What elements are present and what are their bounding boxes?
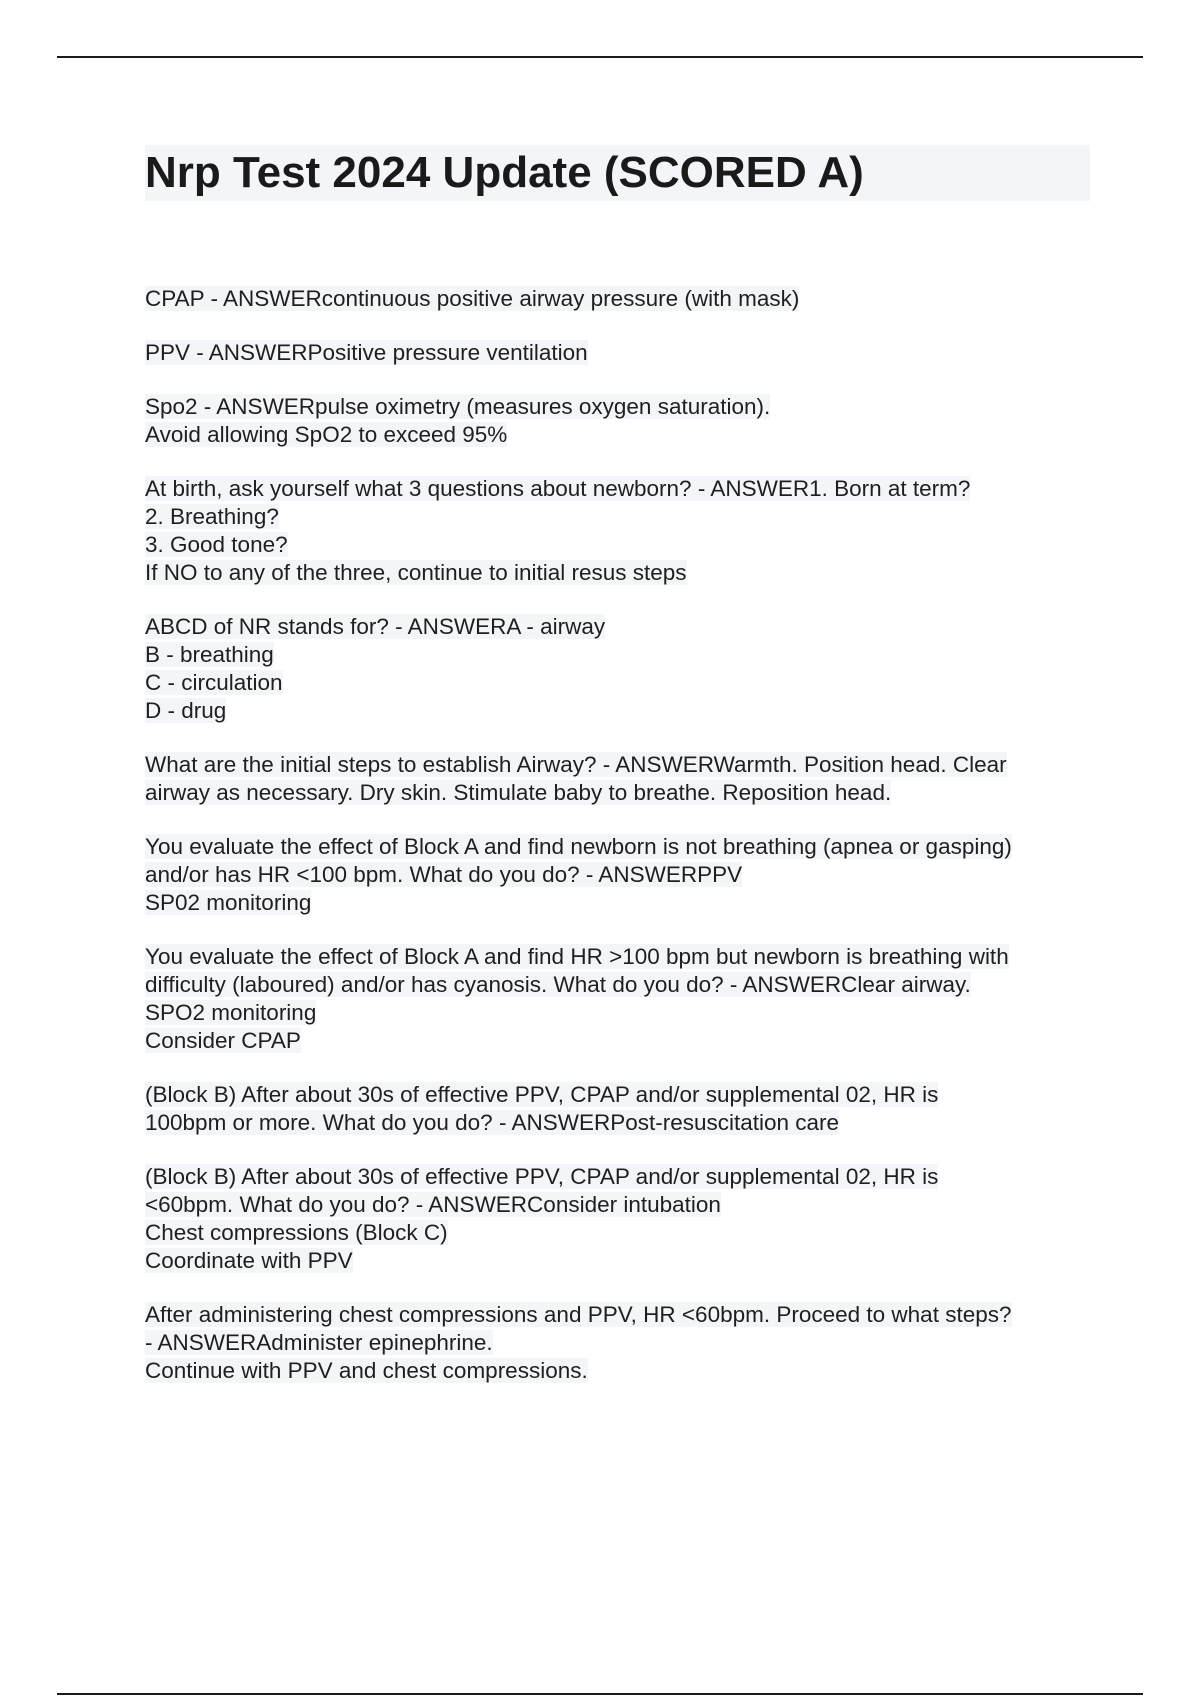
- qa-line: [145, 669, 1090, 697]
- qa-entry: [145, 1081, 1090, 1137]
- qa-entry: [145, 1163, 1090, 1275]
- qa-line: [145, 1301, 1090, 1329]
- qa-line: [145, 1219, 1090, 1247]
- qa-line-text: Spo2 - ANSWERpulse oximetry (measures oxygen saturation).: [145, 394, 771, 419]
- qa-line: [145, 971, 1090, 999]
- qa-entry: [145, 751, 1090, 807]
- qa-line-text: After administering chest compressions and PPV, HR <60bpm. Proceed to what steps?: [145, 1302, 1012, 1327]
- qa-line-text: <60bpm. What do you do? - ANSWERConsider intubation: [145, 1192, 721, 1217]
- title-banner: [145, 145, 1090, 201]
- qa-line-text: - ANSWERAdminister epinephrine.: [145, 1330, 493, 1355]
- qa-line: [145, 559, 1090, 587]
- qa-line-text: C - circulation: [145, 670, 283, 695]
- qa-line-text: (Block B) After about 30s of effective PPV, CPAP and/or supplemental 02, HR is: [145, 1164, 939, 1189]
- qa-line: [145, 1163, 1090, 1191]
- qa-line-text: 2. Breathing?: [145, 504, 279, 529]
- bottom-rule: [57, 1693, 1143, 1695]
- qa-line: [145, 393, 1090, 421]
- qa-line: [145, 751, 1090, 779]
- qa-entry: [145, 339, 1090, 367]
- qa-line: [145, 421, 1090, 449]
- qa-line-text: CPAP - ANSWERcontinuous positive airway pressure (with mask): [145, 286, 800, 311]
- qa-line: [145, 285, 1090, 313]
- qa-line-text: SP02 monitoring: [145, 890, 312, 915]
- qa-line: [145, 779, 1090, 807]
- qa-entry: [145, 833, 1090, 917]
- qa-line: [145, 1247, 1090, 1275]
- qa-line-text: Consider CPAP: [145, 1028, 301, 1053]
- qa-line-text: What are the initial steps to establish Airway? - ANSWERWarmth. Position head. Clear: [145, 752, 1007, 777]
- qa-line: [145, 697, 1090, 725]
- qa-line-text: Coordinate with PPV: [145, 1248, 353, 1273]
- qa-entry: [145, 393, 1090, 449]
- qa-line-text: You evaluate the effect of Block A and find newborn is not breathing (apnea or gasping): [145, 834, 1012, 859]
- qa-line: [145, 613, 1090, 641]
- qa-line-text: Avoid allowing SpO2 to exceed 95%: [145, 422, 508, 447]
- qa-line-text: and/or has HR <100 bpm. What do you do? - ANSWERPPV: [145, 862, 743, 887]
- qa-line: [145, 1357, 1090, 1385]
- qa-entry: [145, 475, 1090, 587]
- qa-line-text: (Block B) After about 30s of effective PPV, CPAP and/or supplemental 02, HR is: [145, 1082, 939, 1107]
- qa-line-text: airway as necessary. Dry skin. Stimulate baby to breathe. Reposition head.: [145, 780, 892, 805]
- qa-line: [145, 999, 1090, 1027]
- qa-line-text: If NO to any of the three, continue to initial resus steps: [145, 560, 687, 585]
- qa-line: [145, 339, 1090, 367]
- qa-line-text: difficulty (laboured) and/or has cyanosis. What do you do? - ANSWERClear airway.: [145, 972, 971, 997]
- qa-line: [145, 833, 1090, 861]
- qa-line: [145, 503, 1090, 531]
- qa-line: [145, 475, 1090, 503]
- qa-line-text: You evaluate the effect of Block A and find HR >100 bpm but newborn is breathing with: [145, 944, 1009, 969]
- qa-entry: [145, 285, 1090, 313]
- qa-entry: [145, 943, 1090, 1055]
- qa-line: [145, 889, 1090, 917]
- qa-line: [145, 1081, 1090, 1109]
- qa-line: [145, 1191, 1090, 1219]
- qa-line-text: Continue with PPV and chest compressions.: [145, 1358, 588, 1383]
- qa-line: [145, 861, 1090, 889]
- document-body: [145, 145, 1090, 1411]
- qa-line: [145, 531, 1090, 559]
- document-title: Nrp Test 2024 Update (SCORED A): [145, 148, 864, 197]
- qa-line-text: ABCD of NR stands for? - ANSWERA - airway: [145, 614, 606, 639]
- qa-line-text: Chest compressions (Block C): [145, 1220, 448, 1245]
- qa-line-text: D - drug: [145, 698, 227, 723]
- qa-entry: [145, 1301, 1090, 1385]
- qa-line: [145, 1027, 1090, 1055]
- qa-line: [145, 1329, 1090, 1357]
- qa-line-text: PPV - ANSWERPositive pressure ventilation: [145, 340, 588, 365]
- qa-line: [145, 1109, 1090, 1137]
- qa-line: [145, 943, 1090, 971]
- qa-line-text: B - breathing: [145, 642, 274, 667]
- qa-line: [145, 641, 1090, 669]
- qa-list: [145, 285, 1090, 1385]
- qa-line-text: SPO2 monitoring: [145, 1000, 317, 1025]
- qa-line-text: At birth, ask yourself what 3 questions about newborn? - ANSWER1. Born at term?: [145, 476, 971, 501]
- qa-line-text: 100bpm or more. What do you do? - ANSWERPost-resuscitation care: [145, 1110, 840, 1135]
- qa-line-text: 3. Good tone?: [145, 532, 288, 557]
- qa-entry: [145, 613, 1090, 725]
- top-rule: [57, 56, 1143, 58]
